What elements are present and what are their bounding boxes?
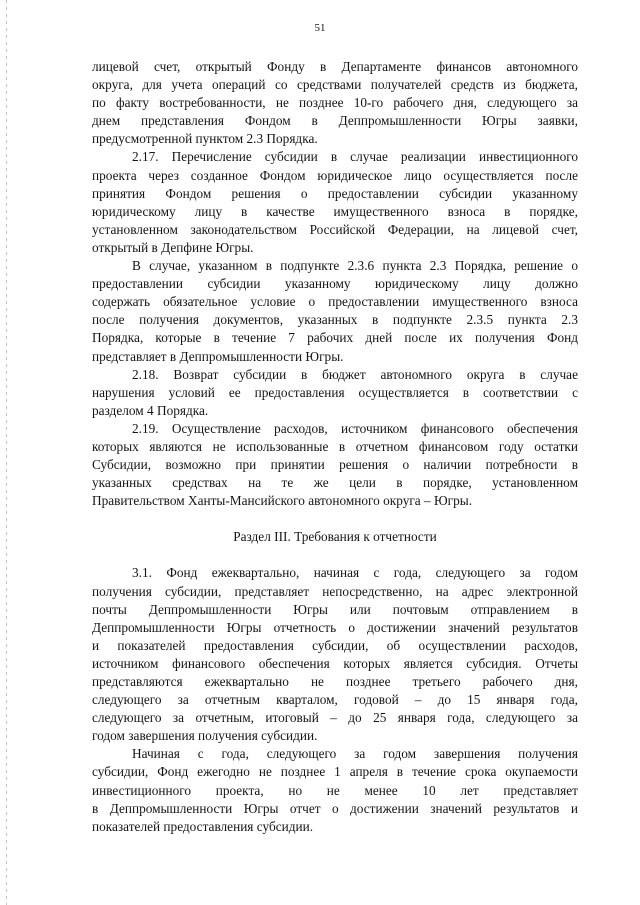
text-line: Деппромышленности Югры отчетность о достижении значений результатов	[92, 619, 578, 635]
text-line: 2.19. Осуществление расходов, источником финансового обеспечения	[132, 420, 578, 436]
text-line: по факту востребованности, не позднее 10-го рабочего дня, следующего за	[92, 95, 578, 111]
text-line: содержать обязательное условие о предоставлении имущественного взноса	[92, 294, 578, 310]
paragraph-2-17-case	[92, 257, 578, 366]
text-line: проекта через созданное Фондом юридическое лицо осуществляется после	[92, 167, 578, 183]
text-line: следующего за отчетным кварталом, годовой – до 15 января года,	[92, 692, 578, 708]
text-line: Начиная с года, следующего за годом завершения получения	[132, 746, 578, 762]
spacer	[92, 546, 578, 564]
spacer	[92, 510, 578, 528]
text-line: получения субсидии, представляет непосредственно, на адрес электронной	[92, 583, 578, 599]
text-line: открытый в Депфине Югры.	[92, 239, 254, 255]
text-line: после получения документов, указанных в подпункте 2.3.5 пункта 2.3	[92, 312, 578, 328]
paragraph-2-18	[92, 366, 578, 420]
page-number: 51	[314, 22, 326, 34]
paragraph-3-1-annual	[92, 745, 578, 835]
text-line: 2.18. Возврат субсидии в бюджет автономного округа в случае	[132, 366, 578, 382]
document-body	[92, 58, 578, 836]
text-line: представляет в Деппромышленности Югры.	[92, 348, 344, 364]
text-line: в Деппромышленности Югры отчет о достижении значений результатов и	[92, 800, 578, 816]
text-line: субсидии, Фонд ежегодно не позднее 1 апреля в течение срока окупаемости	[92, 764, 578, 780]
text-line: инвестиционного проекта, но не менее 10 лет представляет	[92, 782, 578, 798]
text-line: показателей предоставления субсидии.	[92, 818, 314, 834]
text-line: Правительством Ханты-Мансийского автономного округа – Югры.	[92, 493, 473, 509]
text-line: принятия Фондом решения о предоставлении субсидии указанному	[92, 185, 578, 201]
text-line: годом завершения получения субсидии.	[92, 728, 318, 744]
text-line: предусмотренной пунктом 2.3 Порядка.	[92, 131, 318, 147]
text-line: указанных средствах на те же цели в порядке, установленном	[92, 475, 578, 491]
text-line: представляются ежеквартально не позднее третьего рабочего дня,	[92, 674, 578, 689]
paragraph-2-17	[92, 148, 578, 257]
paragraph-intro	[92, 58, 578, 148]
paragraph-3-1	[92, 564, 578, 745]
text-line: 2.17. Перечисление субсидии в случае реализации инвестиционного	[132, 149, 578, 165]
text-line: лицевой счет, открытый Фонду в Департаменте финансов автономного	[92, 59, 578, 74]
text-line: округа, для учета операций со средствами получателей средств из бюджета,	[92, 77, 578, 93]
text-line: В случае, указанном в подпункте 2.3.6 пункта 2.3 Порядка, решение о	[132, 258, 578, 274]
text-line: Порядка, которые в течение 7 рабочих дней после их получения Фонд	[92, 330, 578, 346]
text-line: нарушения условий ее предоставления осуществляется в соответствии с	[92, 384, 578, 400]
text-line: которых являются не использованные в отчетном финансовом году остатки	[92, 438, 578, 454]
text-line: днем представления Фондом в Деппромышленности Югры заявки,	[92, 113, 578, 129]
scan-binding-edge	[6, 0, 7, 905]
text-line: Субсидии, возможно при принятии решения о наличии потребности в	[92, 457, 578, 473]
text-line: юридическому лицу в качестве имущественного взноса в порядке,	[92, 203, 578, 219]
text-line: и показателей предоставления субсидии, об осуществлении расходов,	[92, 637, 578, 653]
text-line: источником финансового обеспечения которых является субсидия. Отчеты	[92, 655, 578, 671]
paragraph-2-19	[92, 420, 578, 510]
section-heading: Раздел III. Требования к отчетности	[233, 529, 437, 545]
text-line: 3.1. Фонд ежеквартально, начиная с года, следующего за годом	[132, 565, 578, 581]
text-line: почты Деппромышленности Югры или почтовым отправлением в	[92, 601, 578, 617]
text-line: установленном законодательством Российской Федерации, на лицевой счет,	[92, 221, 578, 237]
text-line: предоставлении субсидии указанному юридическому лицу должно	[92, 276, 578, 292]
text-line: следующего за отчетным, итоговый – до 25 января года, следующего за	[92, 710, 578, 726]
text-line: разделом 4 Порядка.	[92, 402, 209, 418]
